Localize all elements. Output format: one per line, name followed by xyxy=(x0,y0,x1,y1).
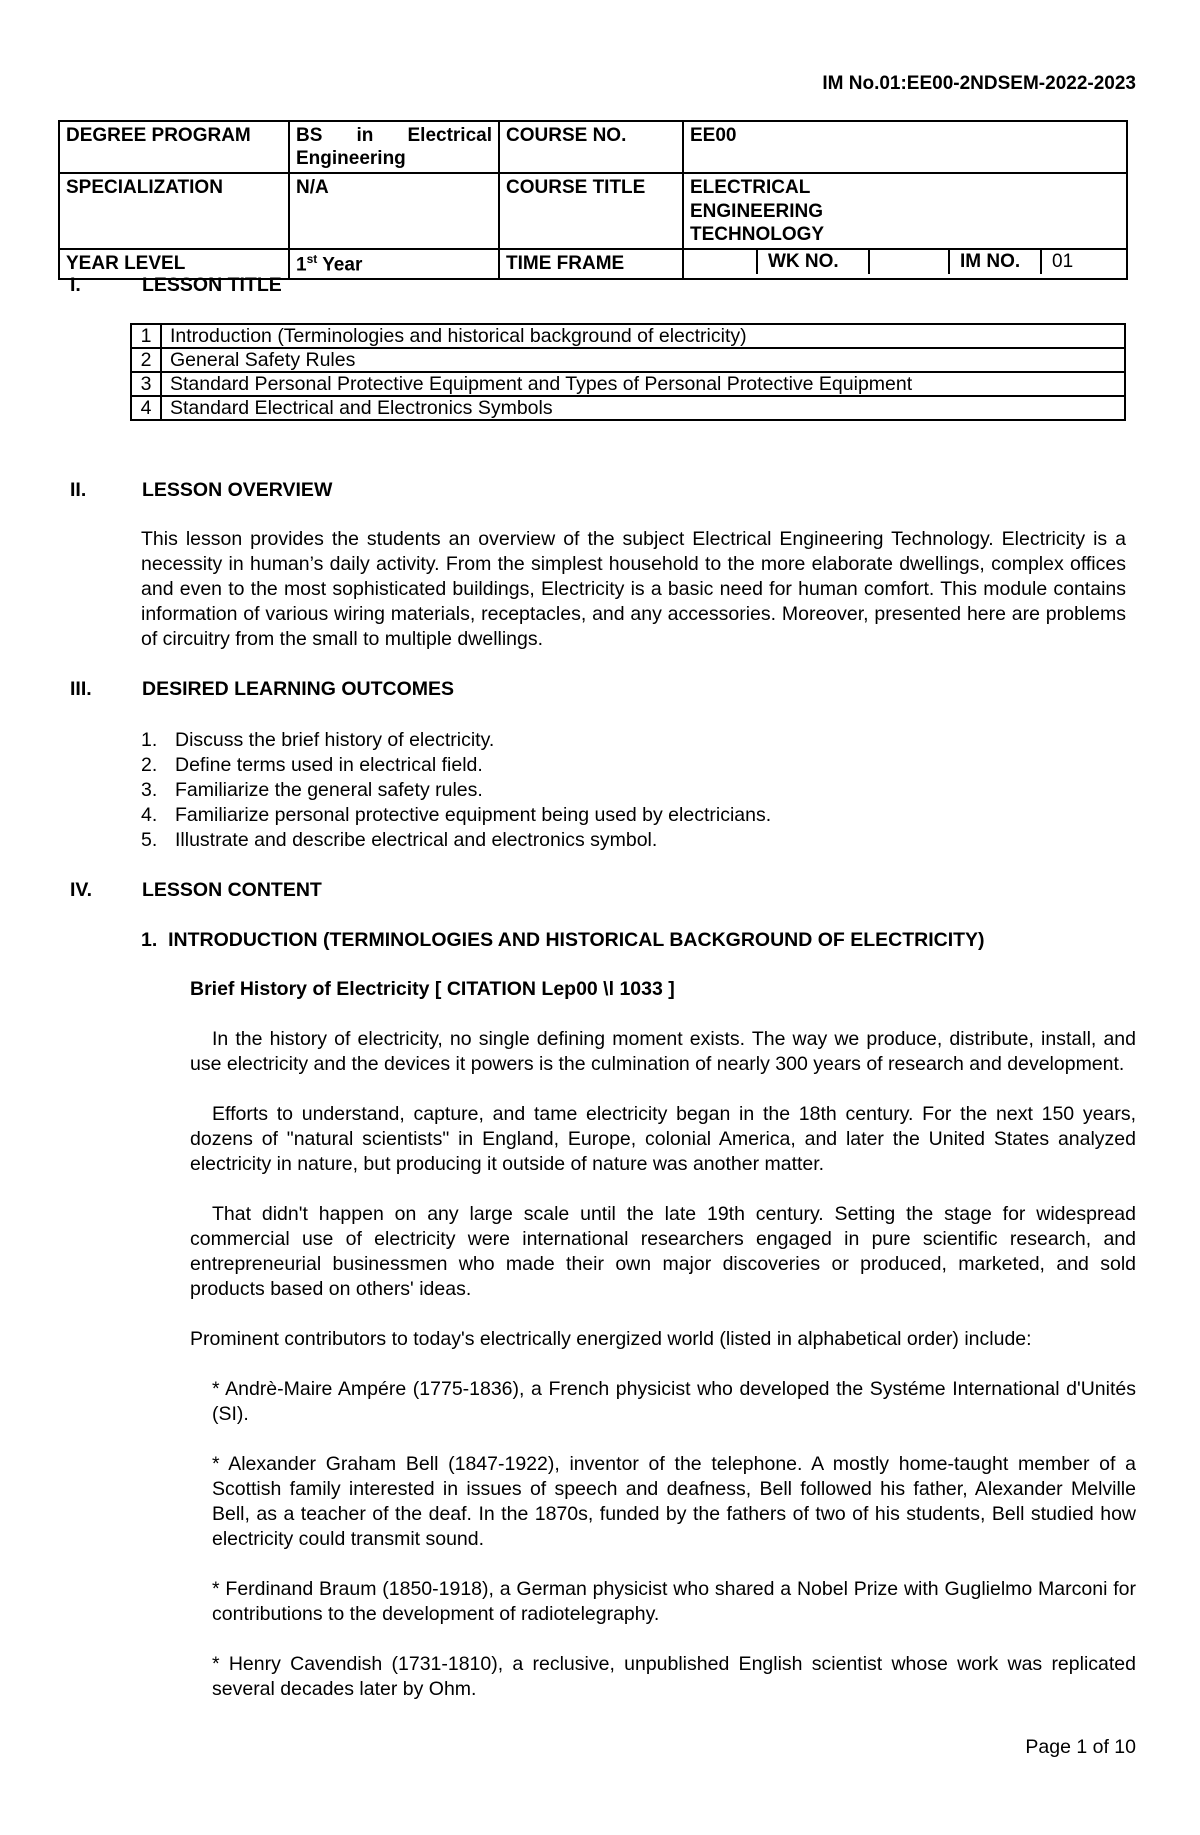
sub-heading: Brief History of Electricity [ CITATION Lep00 \l 1033 ] xyxy=(190,978,675,1000)
outcome-number: 1. xyxy=(141,729,158,751)
list-item xyxy=(141,828,771,853)
lesson-title-table xyxy=(130,323,1126,421)
section-number: III. xyxy=(70,678,92,700)
lesson-title: Standard Electrical and Electronics Symbols xyxy=(161,396,1125,420)
section-lesson-overview xyxy=(70,478,332,503)
topic-heading: 1. INTRODUCTION (TERMINOLOGIES AND HISTORICAL BACKGROUND OF ELECTRICITY) xyxy=(141,929,985,951)
table-row xyxy=(131,396,1125,420)
overview-paragraph: This lesson provides the students an overview of the subject Electrical Engineering Technology. Electricity is a necessity in human’s daily activity. From the simplest household to the more elaborate dwellings, complex offices and even to the most sophisticated buildings, Electricity is a basic need for human comfort. This module contains information of various wiring materials, receptacles, and any accessories. Moreover, presented here are problems of circuitry from the small to multiple dwellings. xyxy=(141,528,1126,650)
history-paragraph-4: Prominent contributors to today's electrically energized world (listed in alphabetical order) include: xyxy=(190,1328,1032,1350)
course-title-value: ELECTRICAL ENGINEERING TECHNOLOGY xyxy=(683,173,1127,249)
course-no-value: EE00 xyxy=(683,121,1127,173)
outcome-text: Familiarize the general safety rules. xyxy=(175,779,483,801)
time-frame-value xyxy=(684,250,758,274)
section-title: LESSON CONTENT xyxy=(142,879,322,901)
section-number: I. xyxy=(70,274,81,296)
contributor-cavendish: * Henry Cavendish (1731-1810), a reclusive, unpublished English scientist whose work was replicated several decades later by Ohm. xyxy=(212,1653,1136,1700)
history-paragraph-2: Efforts to understand, capture, and tame electricity began in the 18th century. For the next 150 years, dozens of "natural scientists" in England, Europe, colonial America, and later the United States analyzed electricity in nature, but producing it outside of nature was another matter. xyxy=(190,1103,1136,1175)
section-number: IV. xyxy=(70,879,93,901)
time-frame-subcells xyxy=(684,250,1126,274)
contributor-braum: * Ferdinand Braum (1850-1918), a German physicist who shared a Nobel Prize with Guglielmo Marconi for contributions to the development of radiotelegraphy. xyxy=(212,1578,1136,1625)
year-level-value xyxy=(289,249,499,280)
lesson-title: Standard Personal Protective Equipment and Types of Personal Protective Equipment xyxy=(161,372,1125,396)
contributor-ampere: * Andrè-Maire Ampére (1775-1836), a French physicist who developed the Systéme International d'Unités (SI). xyxy=(212,1378,1136,1425)
contributor-bell: * Alexander Graham Bell (1847-1922), inventor of the telephone. A mostly home-taught member of a Scottish family interested in issues of speech and deafness, Bell followed his father, Alexander Melville Bell, as a teacher of the deaf. In the 1870s, funded by the fathers of two of his students, Bell studied how electricity could transmit sound. xyxy=(212,1453,1136,1550)
section-number: II. xyxy=(70,479,87,501)
outcome-number: 4. xyxy=(141,804,158,826)
course-no-label: COURSE NO. xyxy=(499,121,683,173)
wk-no-label: WK NO. xyxy=(758,250,870,274)
section-lesson-title xyxy=(70,273,282,298)
lesson-number: 3 xyxy=(131,372,161,396)
table-row xyxy=(131,372,1125,396)
table-row xyxy=(131,324,1125,348)
year-level-word: Year xyxy=(322,254,363,276)
document-code: IM No.01:EE00-2NDSEM-2022-2023 xyxy=(822,73,1136,94)
outcome-text: Define terms used in electrical field. xyxy=(175,754,483,776)
table-row xyxy=(131,348,1125,372)
specialization-label: SPECIALIZATION xyxy=(59,173,289,249)
year-level-num: 1 xyxy=(296,254,307,276)
history-paragraph-3: That didn't happen on any large scale until the late 19th century. Setting the stage for widespread commercial use of electricity were international researchers engaged in pure scientific research, and entrepreneurial businessmen who made their own major discoveries or produced, marketed, and sold products based on others' ideas. xyxy=(190,1203,1136,1300)
outcome-number: 2. xyxy=(141,754,158,776)
lesson-number: 1 xyxy=(131,324,161,348)
course-title-label: COURSE TITLE xyxy=(499,173,683,249)
list-item xyxy=(141,803,771,828)
degree-program-value xyxy=(289,121,499,173)
outcome-number: 3. xyxy=(141,779,158,801)
year-level-sup: st xyxy=(306,251,318,266)
lesson-number: 2 xyxy=(131,348,161,372)
section-title: LESSON TITLE xyxy=(142,274,282,296)
degree-program-label: DEGREE PROGRAM xyxy=(59,121,289,173)
history-paragraph-1: In the history of electricity, no single defining moment exists. The way we produce, distribute, install, and use electricity and the devices it powers is the culmination of nearly 300 years of research and development. xyxy=(190,1028,1136,1075)
outcome-text: Familiarize personal protective equipment being used by electricians. xyxy=(175,804,772,826)
degree-program-value-line1 xyxy=(296,124,492,170)
lesson-number: 4 xyxy=(131,396,161,420)
outcome-text: Discuss the brief history of electricity. xyxy=(175,729,495,751)
list-item xyxy=(141,728,771,753)
specialization-value: N/A xyxy=(289,173,499,249)
time-frame-label: TIME FRAME xyxy=(499,249,683,280)
lesson-title: General Safety Rules xyxy=(161,348,1125,372)
section-title: DESIRED LEARNING OUTCOMES xyxy=(142,678,455,700)
outcome-text: Illustrate and describe electrical and electronics symbol. xyxy=(175,829,658,851)
year-level-label: YEAR LEVEL xyxy=(59,249,289,280)
time-frame-row xyxy=(683,249,1127,280)
course-info-table xyxy=(58,120,1128,280)
list-item xyxy=(141,753,771,778)
outcomes-list xyxy=(141,728,771,853)
outcome-number: 5. xyxy=(141,829,158,851)
section-lesson-content xyxy=(70,878,322,903)
wk-no-value xyxy=(870,250,950,274)
section-title: LESSON OVERVIEW xyxy=(142,479,333,501)
im-no-value: 01 xyxy=(1052,250,1074,272)
list-item xyxy=(141,778,771,803)
im-no-label: IM NO. xyxy=(950,250,1042,274)
degree-program-text: BS in Electrical Engineering xyxy=(296,125,492,170)
section-learning-outcomes xyxy=(70,677,454,702)
lesson-title: Introduction (Terminologies and historical background of electricity) xyxy=(161,324,1125,348)
page-number: Page 1 of 10 xyxy=(1025,1736,1136,1758)
